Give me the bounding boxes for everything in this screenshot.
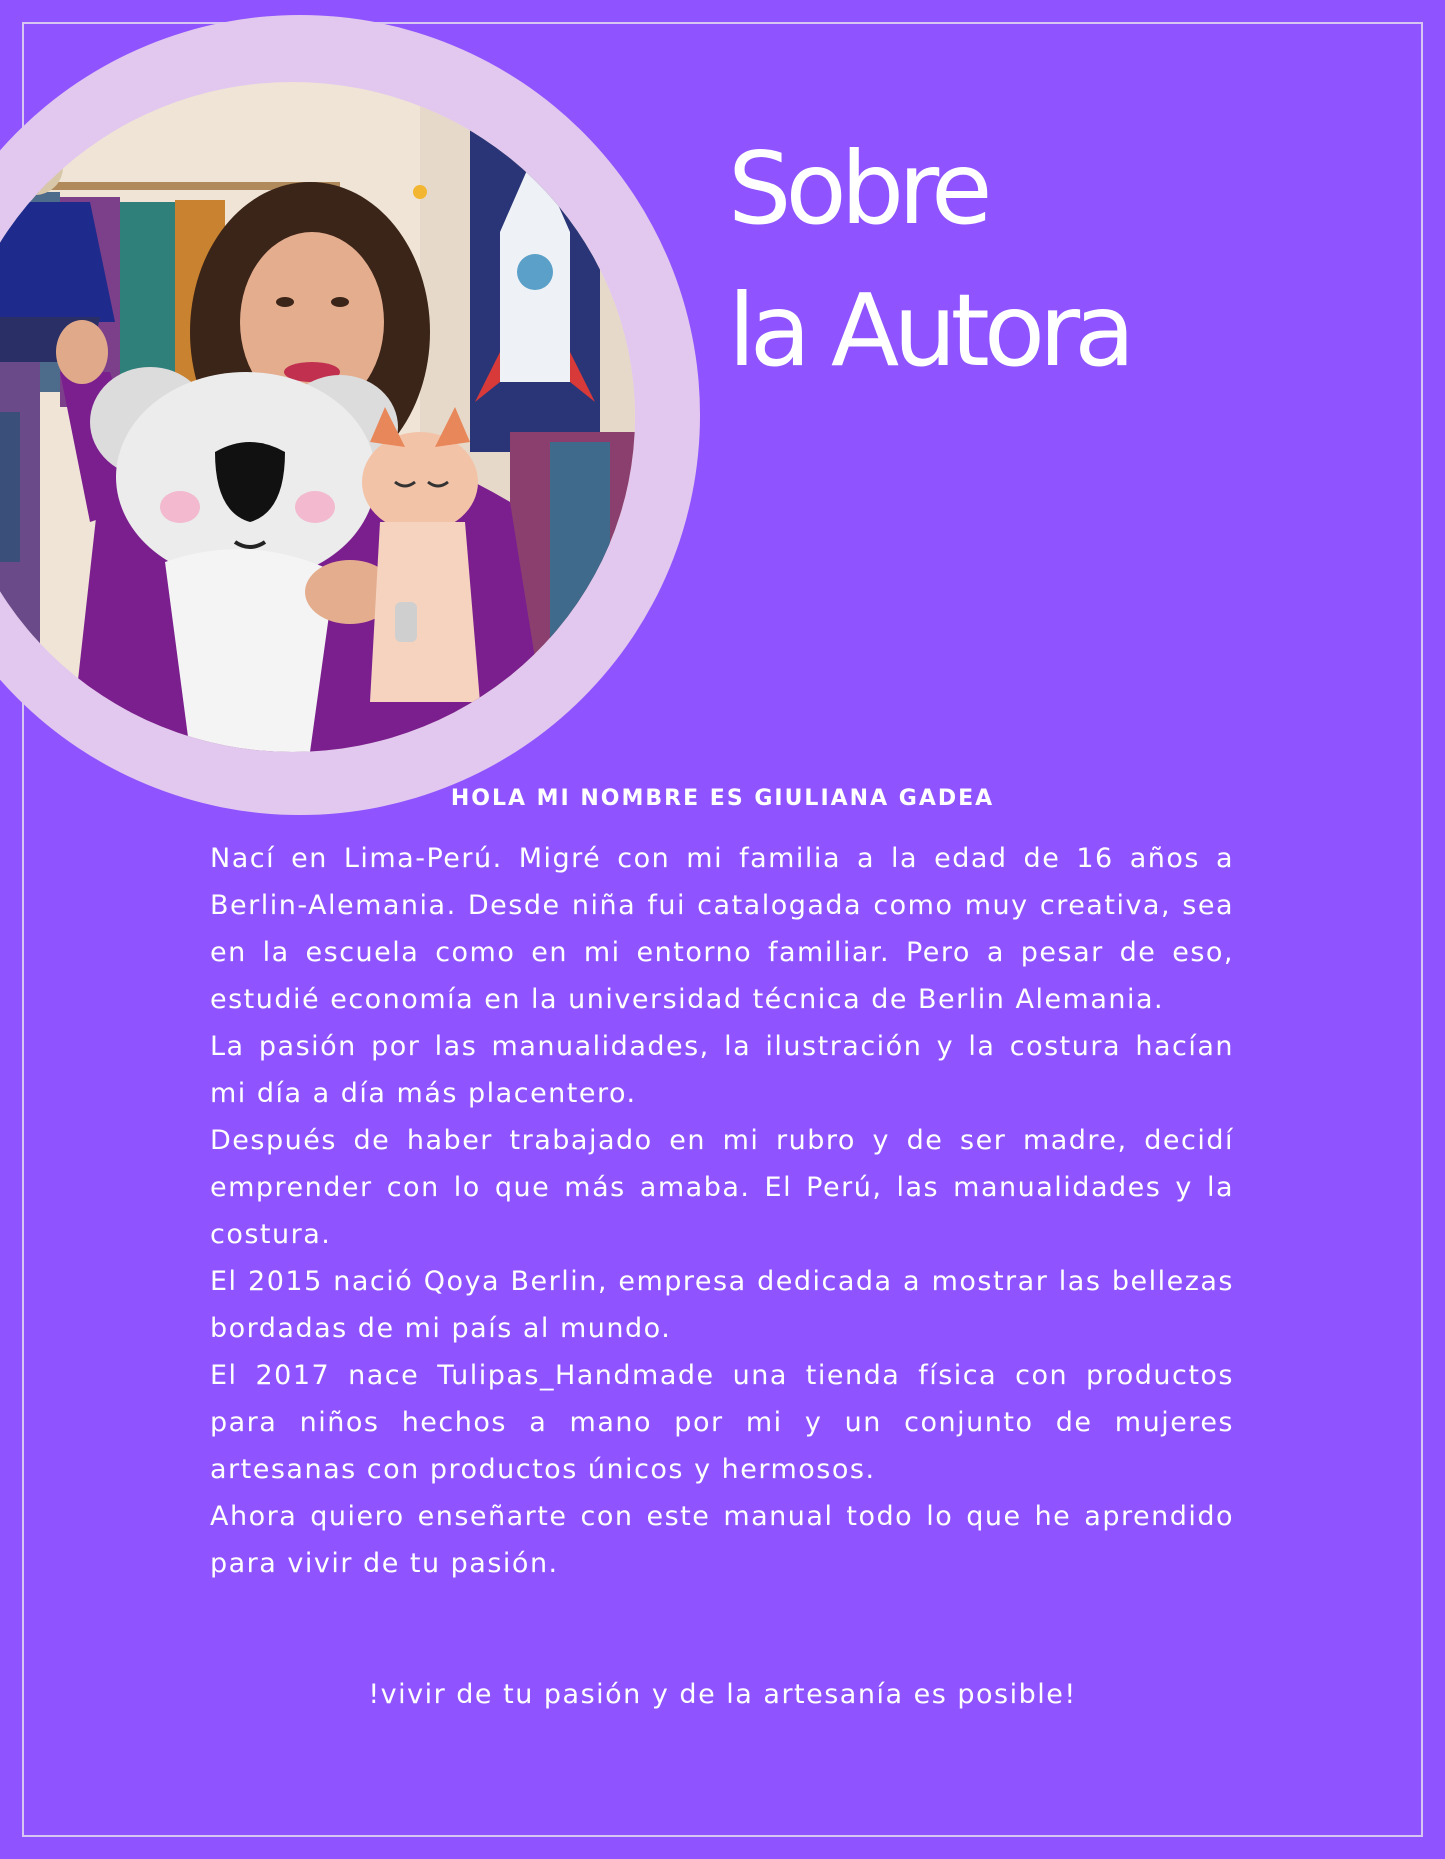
- page-title-line-1: Sobre: [728, 130, 987, 247]
- bio-paragraph: Después de haber trabajado en mi rubro y de ser madre, decidí emprender con lo que más amaba. El Perú, las manualidades y la costura.: [210, 1125, 1234, 1250]
- bio-paragraph: Ahora quiero enseñarte con este manual todo lo que he aprendido para vivir de tu pasión.: [210, 1501, 1234, 1579]
- bio-paragraph: El 2017 nace Tulipas_Handmade una tienda física con productos para niños hechos a mano por mi y un conjunto de mujeres artesanas con productos únicos y hermosos.: [210, 1360, 1234, 1485]
- bio-paragraph: Nací en Lima-Perú. Migré con mi familia a la edad de 16 años a Berlin-Alemania. Desde niña fui catalogada como muy creativa, sea en la escuela como en mi entorno familiar. Pero a pesar de eso, estudié economía en la universidad técnica de Berlin Alemania.: [210, 843, 1234, 1015]
- intro-heading: HOLA MI NOMBRE ES GIULIANA GADEA: [450, 786, 995, 811]
- page-title-line-2: la Autora: [728, 272, 1130, 389]
- bio-paragraph: El 2015 nació Qoya Berlin, empresa dedicada a mostrar las bellezas bordadas de mi país al mundo.: [210, 1266, 1234, 1344]
- closing-line: !vivir de tu pasión y de la artesanía es posible!: [368, 1679, 1077, 1710]
- bio-paragraph: La pasión por las manualidades, la ilustración y la costura hacían mi día a día más placentero.: [210, 1031, 1234, 1109]
- author-bio: [210, 835, 1234, 1587]
- page-title: [728, 118, 1129, 402]
